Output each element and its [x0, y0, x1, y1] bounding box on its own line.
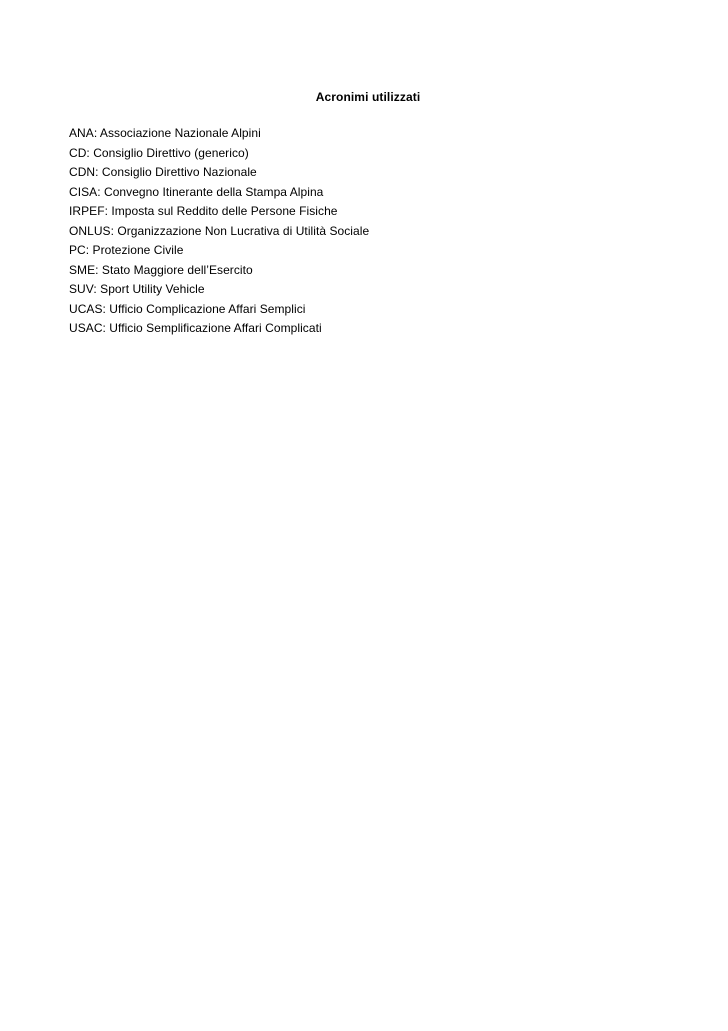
acronym-item: CD: Consiglio Direttivo (generico): [69, 145, 249, 160]
acronym-item: SME: Stato Maggiore dell’Esercito: [69, 262, 253, 277]
acronym-item: SUV: Sport Utility Vehicle: [69, 282, 205, 296]
acronym-item: CDN: Consiglio Direttivo Nazionale: [69, 165, 257, 179]
acronym-item: UCAS: Ufficio Complicazione Affari Semplici: [69, 301, 306, 316]
page-title: Acronimi utilizzati: [315, 90, 421, 104]
acronym-item: ANA: Associazione Nazionale Alpini: [69, 126, 261, 140]
acronym-list: [69, 124, 369, 339]
acronym-item: CISA: Convegno Itinerante della Stampa Alpina: [69, 184, 324, 199]
acronym-item: ONLUS: Organizzazione Non Lucrativa di Utilità Sociale: [69, 223, 370, 238]
acronym-item: IRPEF: Imposta sul Reddito delle Persone Fisiche: [69, 204, 338, 218]
acronym-item: USAC: Ufficio Semplificazione Affari Complicati: [69, 321, 322, 335]
acronym-item: PC: Protezione Civile: [69, 243, 184, 257]
